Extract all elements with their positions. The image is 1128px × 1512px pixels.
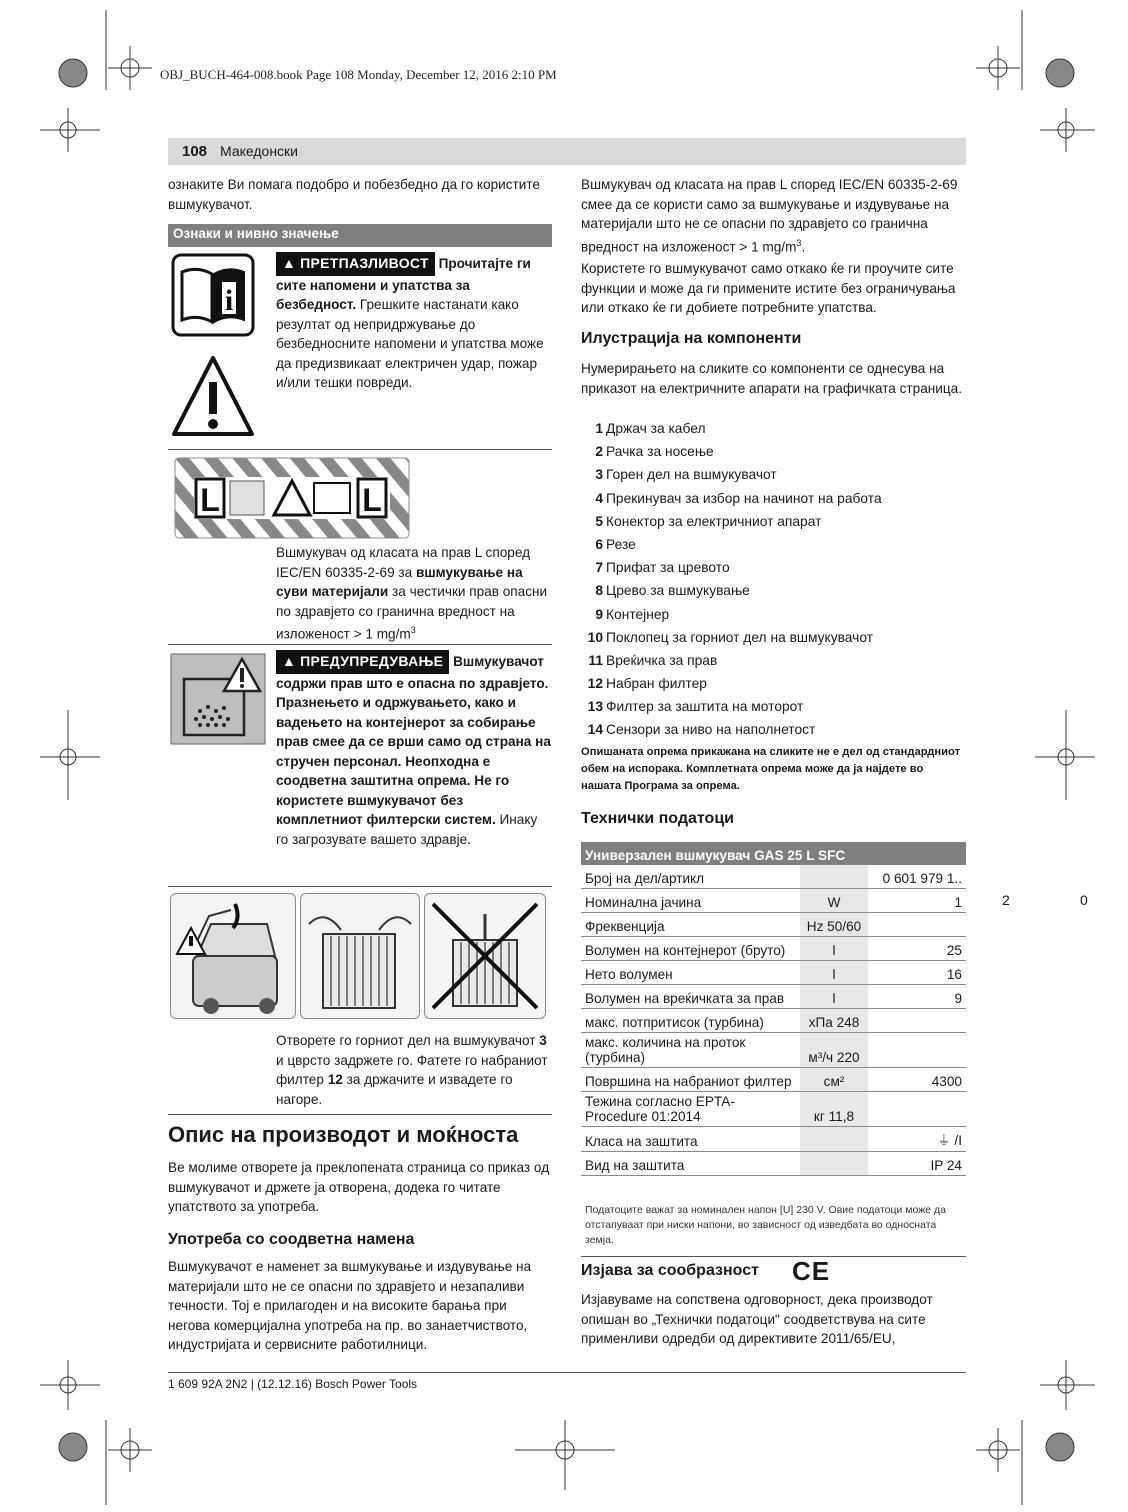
table-title: Универзален вшмукувач GAS 25 L SFC bbox=[581, 842, 966, 865]
list-item: 8 Црево за вшмукување bbox=[595, 583, 750, 599]
warning-danger-block bbox=[276, 650, 552, 849]
figure-do-not-clean-filter bbox=[424, 893, 546, 1019]
conformity-text: Изјавуваме на сопствена одговорност, дека производот опишан во „Технички податоци" соодветствува на сите применливи одредби од директивите 2011/65/EU, bbox=[581, 1292, 933, 1346]
table-row: Волумен на контејнерот (бруто) l 25 bbox=[581, 937, 966, 961]
list-item: 13 Филтер за заштита на моторот bbox=[587, 699, 804, 715]
footer-text: 1 609 92A 2N2 | (12.12.16) Bosch Power Tools bbox=[168, 1377, 418, 1391]
stray-digit: 2 bbox=[1002, 892, 1010, 908]
read-manual-icon bbox=[170, 252, 256, 338]
table-footnote: Податоците важат за номинален напон [U] 230 V. Овие податоци може да отстапуваат при ниски напони, во зависност од изведбата во односната земја. bbox=[585, 1204, 946, 1246]
dust-class-usage-text: Вшмукувач од класата на прав L според IEC/EN 60335-2-69 смее да се користи само за вшмукување и издувување на материјали што не се опасни по здравјето со гранична вредност на изложеност > 1 $mg/m^3$. bbox=[581, 177, 958, 255]
page-language: Македонски bbox=[220, 143, 298, 159]
components-intro: Нумерирањето на сликите со компоненти се однесува на приказот на електричните апарати на графичката страница. bbox=[581, 361, 962, 396]
left-intro: ознаките Ви помага подобро и побезбедно да го користите вшмукувачот. bbox=[168, 177, 540, 212]
divider bbox=[168, 644, 552, 645]
table-row: Вид на заштита IP 24 bbox=[581, 1152, 966, 1176]
footer-divider bbox=[168, 1372, 966, 1373]
page-header-bar bbox=[168, 138, 966, 165]
figure-open-vacuum bbox=[170, 893, 296, 1019]
product-description-heading: Опис на производот и моќноста bbox=[168, 1122, 519, 1147]
divider bbox=[168, 886, 552, 887]
table-row: Нето волумен l 16 bbox=[581, 961, 966, 985]
divider bbox=[168, 449, 552, 450]
components-list bbox=[581, 421, 966, 746]
list-item: 9 Контејнер bbox=[595, 606, 670, 622]
warning-text: Инаку го загрозувате вашето здравје. bbox=[276, 812, 538, 847]
list-item: 12 Набран филтер bbox=[587, 676, 707, 692]
list-item: 5 Конектор за електричниот апарат bbox=[595, 513, 822, 529]
table-row: Волумен на вреќичката за прав l 9 bbox=[581, 985, 966, 1009]
warning-badge: ▲ ПРЕДУПРЕДУВАЊЕ bbox=[276, 650, 449, 674]
dust-class-l-label bbox=[174, 457, 410, 539]
conformity-heading: Изјава за сообразност bbox=[581, 1262, 759, 1279]
technical-data-table bbox=[581, 842, 966, 1176]
table-row: макс. потпритисок (турбина) хПа 248 bbox=[581, 1009, 966, 1033]
table-row: Номинална јачина W 1 bbox=[581, 889, 966, 913]
table-row: Број на дел/артикл 0 601 979 1.. bbox=[581, 865, 966, 889]
table-row: Фреквенција Hz 50/60 bbox=[581, 913, 966, 937]
warning-triangle-icon bbox=[170, 354, 256, 438]
dust-class-text: Вшмукувач од класата на прав L според IEC/EN 60335-2-69 за вшмукување на суви материјали за честички прав опасни по здравјето со гранична вредност на изложеност > 1 $mg/m^3$ bbox=[276, 545, 548, 642]
caution-bold-text: Прочитајте ги сите напомени и упатства за безбедност. bbox=[276, 256, 531, 312]
table-row: Површина на набраниот филтер см² 4300 bbox=[581, 1068, 966, 1092]
list-item: 1 Држач за кабел bbox=[595, 421, 706, 436]
product-description-text: Ве молиме отворете ја преклопената страница со приказ од вшмукувачот и држете ја отворена, додека го читате упатството за употреба. bbox=[168, 1160, 550, 1214]
components-heading: Илустрација на компоненти bbox=[581, 330, 802, 347]
stray-digit: 0 bbox=[1080, 892, 1088, 908]
alert-triangle-icon: ▲ bbox=[282, 255, 297, 271]
table-row: макс. количина на проток (турбина) м³/ч 220 bbox=[581, 1033, 966, 1068]
accessory-note: Опишаната опрема прикажана на сликите не е дел од стандардниот обем на испорака. Комплетната опрема може да ја најдете во нашата Програма за опрема. bbox=[581, 746, 961, 792]
warning-bold-text: Вшмукувачот содржи прав што е опасна по здравјето. Празнењето и одржувањето, како и вадењето на контејнерот за собирање прав смее да се врши само од страна на стручен персонал. Неопходна е соодветна заштитна опрема. Не го користете вшмукувачот без комплетниот филтерски систем. bbox=[276, 654, 551, 827]
list-item: 11 Вреќичка за прав bbox=[588, 652, 718, 668]
intended-use-text: Вшмукувачот е наменет за вшмукување и издувување на материјали што не се опасни по здравјето и незапаливи течности. Тој е прилагоден и на високите барања при негова комерцијална употреба на пр. во занаетчиството, индустријата и сервисните работилници. bbox=[168, 1259, 532, 1352]
svg-text:L: L bbox=[200, 482, 220, 518]
caution-badge: ▲ ПРЕТПАЗЛИВОСТ bbox=[276, 252, 435, 276]
intended-use-heading: Употреба со соодветна намена bbox=[168, 1231, 415, 1248]
list-item: 10 Поклопец за горниот дел на вшмукувачот bbox=[587, 629, 874, 645]
svg-text:L: L bbox=[362, 482, 382, 518]
figure-pleated-filter-removal bbox=[300, 893, 420, 1019]
list-item: 4 Прекинувач за избор на начинот на работа bbox=[595, 490, 882, 506]
svg-text:i: i bbox=[224, 284, 234, 317]
list-item: 7 Прифат за цревото bbox=[595, 560, 730, 576]
ce-mark-icon: CE bbox=[792, 1256, 831, 1286]
warning-caution-block bbox=[276, 252, 552, 393]
usage-instructions-text: Користете го вшмукувачот само откако ќе ги проучите сите функции и може да ги примените истите без ограничувања или откако ќе ги добиете потребните упатства. bbox=[581, 261, 956, 315]
caution-text: Грешките настанати како резултат од непридржување до безбедносните напомени и упатства може да предизвикаат електричен удар, пожар и/или тешки повреди. bbox=[276, 297, 544, 390]
hazardous-dust-icon bbox=[170, 653, 266, 745]
divider bbox=[581, 1256, 966, 1257]
list-item: 3 Горен дел на вшмукувачот bbox=[595, 467, 777, 483]
filter-note: Отворете го горниот дел на вшмукувачот 3 и цврсто задржете го. Фатете го набраниот филтер 12 за држачите и извадете го нагоре. bbox=[276, 1033, 548, 1107]
divider bbox=[168, 1114, 552, 1115]
technical-data-heading: Технички податоци bbox=[581, 810, 734, 827]
page-number: 108 bbox=[182, 143, 208, 160]
list-item: 2 Рачка за носење bbox=[595, 444, 714, 460]
list-item: 14 Сензори за ниво на наполнетост bbox=[587, 722, 816, 738]
table-row: Класа на заштита ⏚ /I bbox=[581, 1127, 966, 1152]
symbols-section-title: Ознаки и нивно значење bbox=[168, 224, 552, 247]
alert-triangle-icon: ▲ bbox=[282, 653, 297, 669]
list-item: 6 Резе bbox=[595, 536, 636, 552]
print-header: OBJ_BUCH-464-008.book Page 108 Monday, December 12, 2016 2:10 PM bbox=[160, 67, 557, 82]
table-row: Тежина согласно EPTA-Procedure 01:2014 кг 11,8 bbox=[581, 1092, 966, 1127]
